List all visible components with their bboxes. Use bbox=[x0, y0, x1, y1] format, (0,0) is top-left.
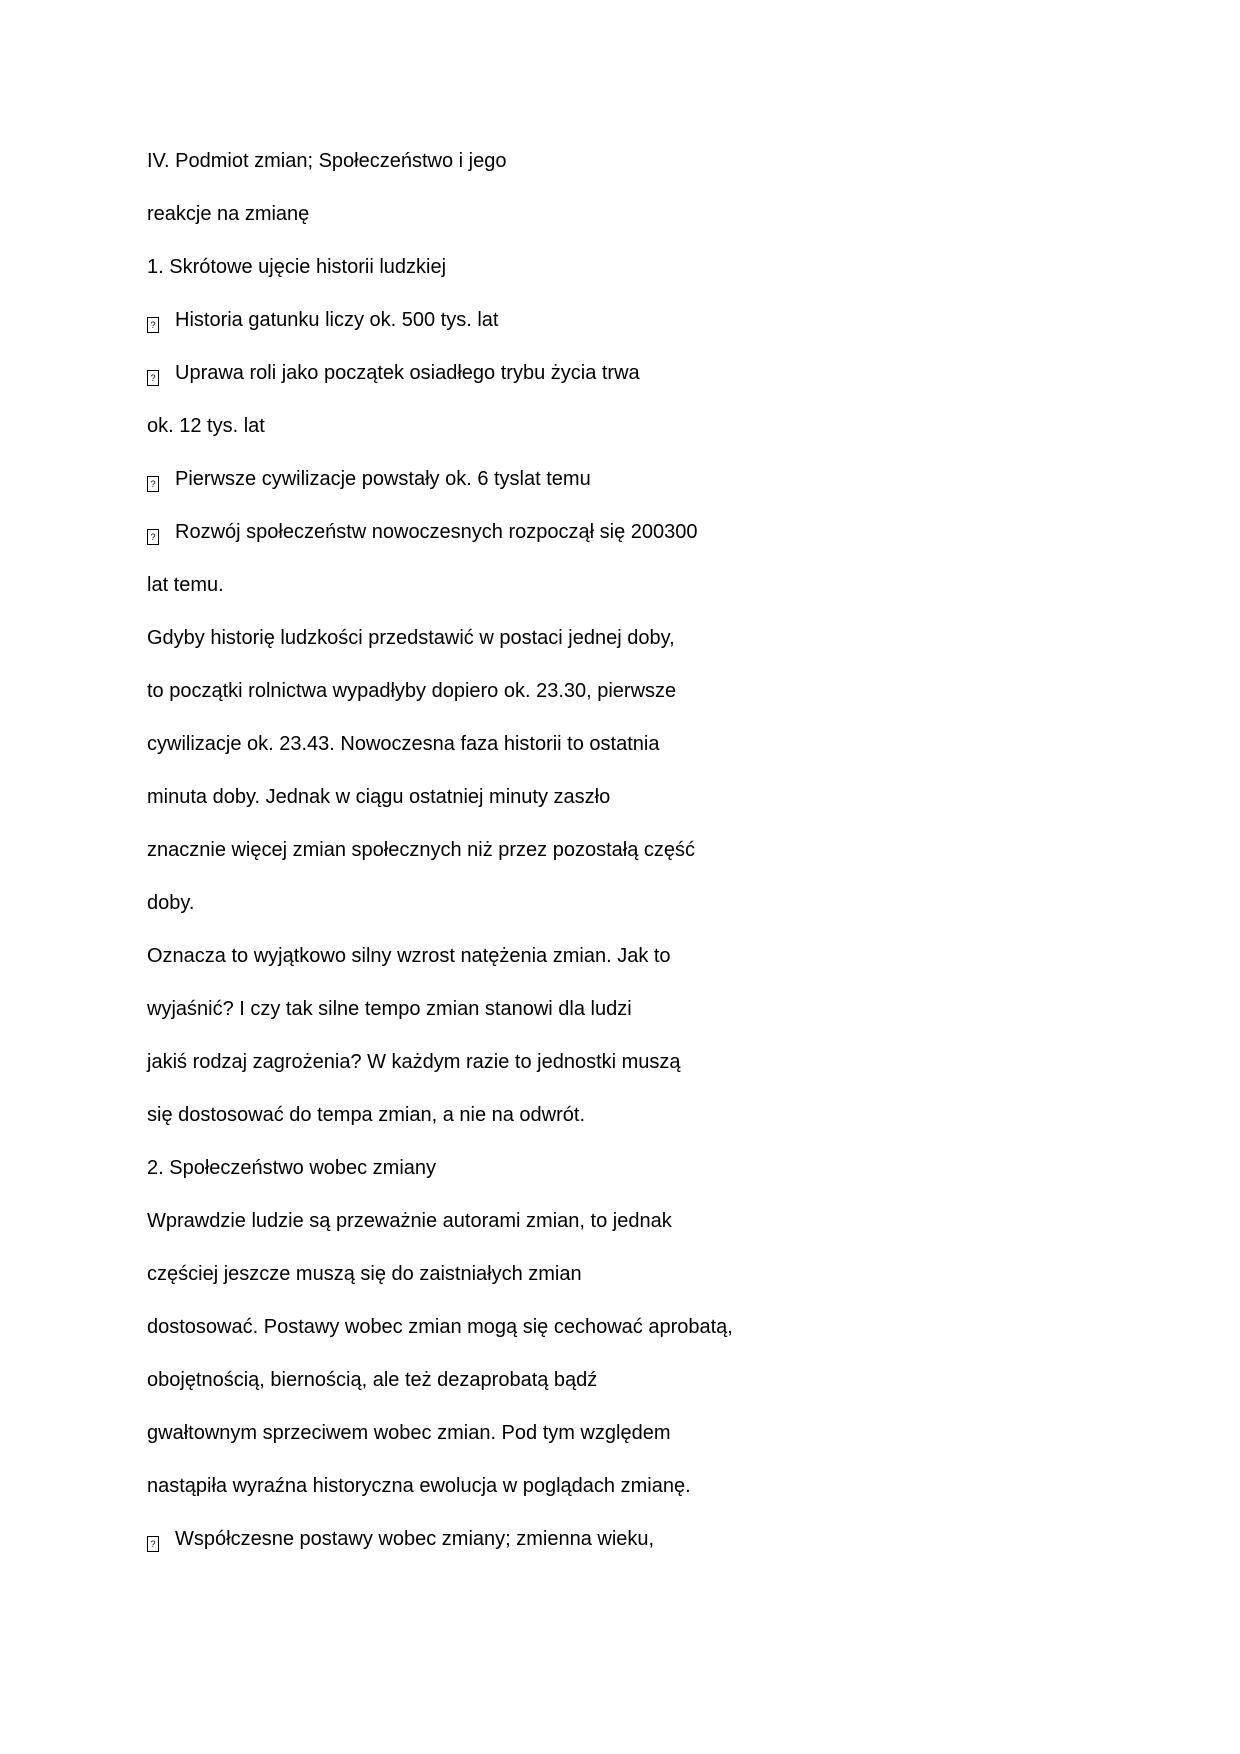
line-text: częściej jeszcze muszą się do zaistniałych zmian bbox=[147, 1263, 582, 1285]
text-line bbox=[147, 1039, 1107, 1092]
bullet-list-item bbox=[147, 350, 1107, 403]
bullet-list-item bbox=[147, 297, 1107, 350]
line-text: IV. Podmiot zmian; Społeczeństwo i jego bbox=[147, 150, 507, 172]
text-line bbox=[147, 138, 1107, 191]
text-line bbox=[147, 827, 1107, 880]
line-text: 1. Skrótowe ujęcie historii ludzkiej bbox=[147, 256, 447, 278]
bullet-list-item bbox=[147, 509, 1107, 562]
text-line bbox=[147, 774, 1107, 827]
text-line bbox=[147, 1092, 1107, 1145]
line-text: wyjaśnić? I czy tak silne tempo zmian stanowi dla ludzi bbox=[147, 998, 632, 1020]
text-line bbox=[147, 615, 1107, 668]
line-text: Rozwój społeczeństw nowoczesnych rozpoczął się 200300 bbox=[175, 521, 698, 543]
bullet-icon bbox=[147, 297, 175, 343]
text-line bbox=[147, 1251, 1107, 1304]
text-line bbox=[147, 403, 1107, 456]
line-text: minuta doby. Jednak w ciągu ostatniej minuty zaszło bbox=[147, 786, 611, 808]
line-text: doby. bbox=[147, 892, 195, 914]
missing-glyph-icon: ? bbox=[147, 1536, 159, 1552]
text-line bbox=[147, 1304, 1107, 1357]
line-text: Oznacza to wyjątkowo silny wzrost natężenia zmian. Jak to bbox=[147, 945, 671, 967]
line-text: się dostosować do tempa zmian, a nie na odwrót. bbox=[147, 1104, 586, 1126]
text-line bbox=[147, 880, 1107, 933]
bullet-icon bbox=[147, 350, 175, 396]
text-line bbox=[147, 986, 1107, 1039]
line-text: reakcje na zmianę bbox=[147, 203, 310, 225]
bullet-list-item bbox=[147, 1516, 1107, 1569]
document-body bbox=[147, 138, 1107, 1569]
text-line bbox=[147, 1357, 1107, 1410]
text-line bbox=[147, 933, 1107, 986]
bullet-icon bbox=[147, 1516, 175, 1562]
line-text: dostosować. Postawy wobec zmian mogą się cechować aprobatą, bbox=[147, 1316, 733, 1338]
line-text: Pierwsze cywilizacje powstały ok. 6 tyslat temu bbox=[175, 468, 591, 490]
bullet-icon bbox=[147, 456, 175, 502]
text-line bbox=[147, 191, 1107, 244]
missing-glyph-icon: ? bbox=[147, 317, 159, 333]
line-text: znacznie więcej zmian społecznych niż przez pozostałą część bbox=[147, 839, 696, 861]
line-text: gwałtownym sprzeciwem wobec zmian. Pod tym względem bbox=[147, 1422, 671, 1444]
text-line bbox=[147, 1198, 1107, 1251]
line-text: Historia gatunku liczy ok. 500 tys. lat bbox=[175, 309, 499, 331]
text-line bbox=[147, 1463, 1107, 1516]
line-text: jakiś rodzaj zagrożenia? W każdym razie to jednostki muszą bbox=[147, 1051, 681, 1073]
text-line bbox=[147, 668, 1107, 721]
line-text: ok. 12 tys. lat bbox=[147, 415, 265, 437]
line-text: nastąpiła wyraźna historyczna ewolucja w poglądach zmianę. bbox=[147, 1475, 691, 1497]
line-text: to początki rolnictwa wypadłyby dopiero ok. 23.30, pierwsze bbox=[147, 680, 677, 702]
line-text: cywilizacje ok. 23.43. Nowoczesna faza historii to ostatnia bbox=[147, 733, 660, 755]
bullet-icon bbox=[147, 509, 175, 555]
text-line bbox=[147, 1145, 1107, 1198]
text-line bbox=[147, 562, 1107, 615]
line-text: Wprawdzie ludzie są przeważnie autorami zmian, to jednak bbox=[147, 1210, 672, 1232]
text-line bbox=[147, 244, 1107, 297]
missing-glyph-icon: ? bbox=[147, 529, 159, 545]
line-text: Współczesne postawy wobec zmiany; zmienna wieku, bbox=[175, 1528, 655, 1550]
text-line bbox=[147, 1410, 1107, 1463]
line-text: obojętnością, biernością, ale też dezaprobatą bądź bbox=[147, 1369, 598, 1391]
line-text: Gdyby historię ludzkości przedstawić w postaci jednej doby, bbox=[147, 627, 675, 649]
text-line bbox=[147, 721, 1107, 774]
line-text: Uprawa roli jako początek osiadłego trybu życia trwa bbox=[175, 362, 640, 384]
missing-glyph-icon: ? bbox=[147, 370, 159, 386]
line-text: 2. Społeczeństwo wobec zmiany bbox=[147, 1157, 437, 1179]
missing-glyph-icon: ? bbox=[147, 476, 159, 492]
bullet-list-item bbox=[147, 456, 1107, 509]
line-text: lat temu. bbox=[147, 574, 224, 596]
